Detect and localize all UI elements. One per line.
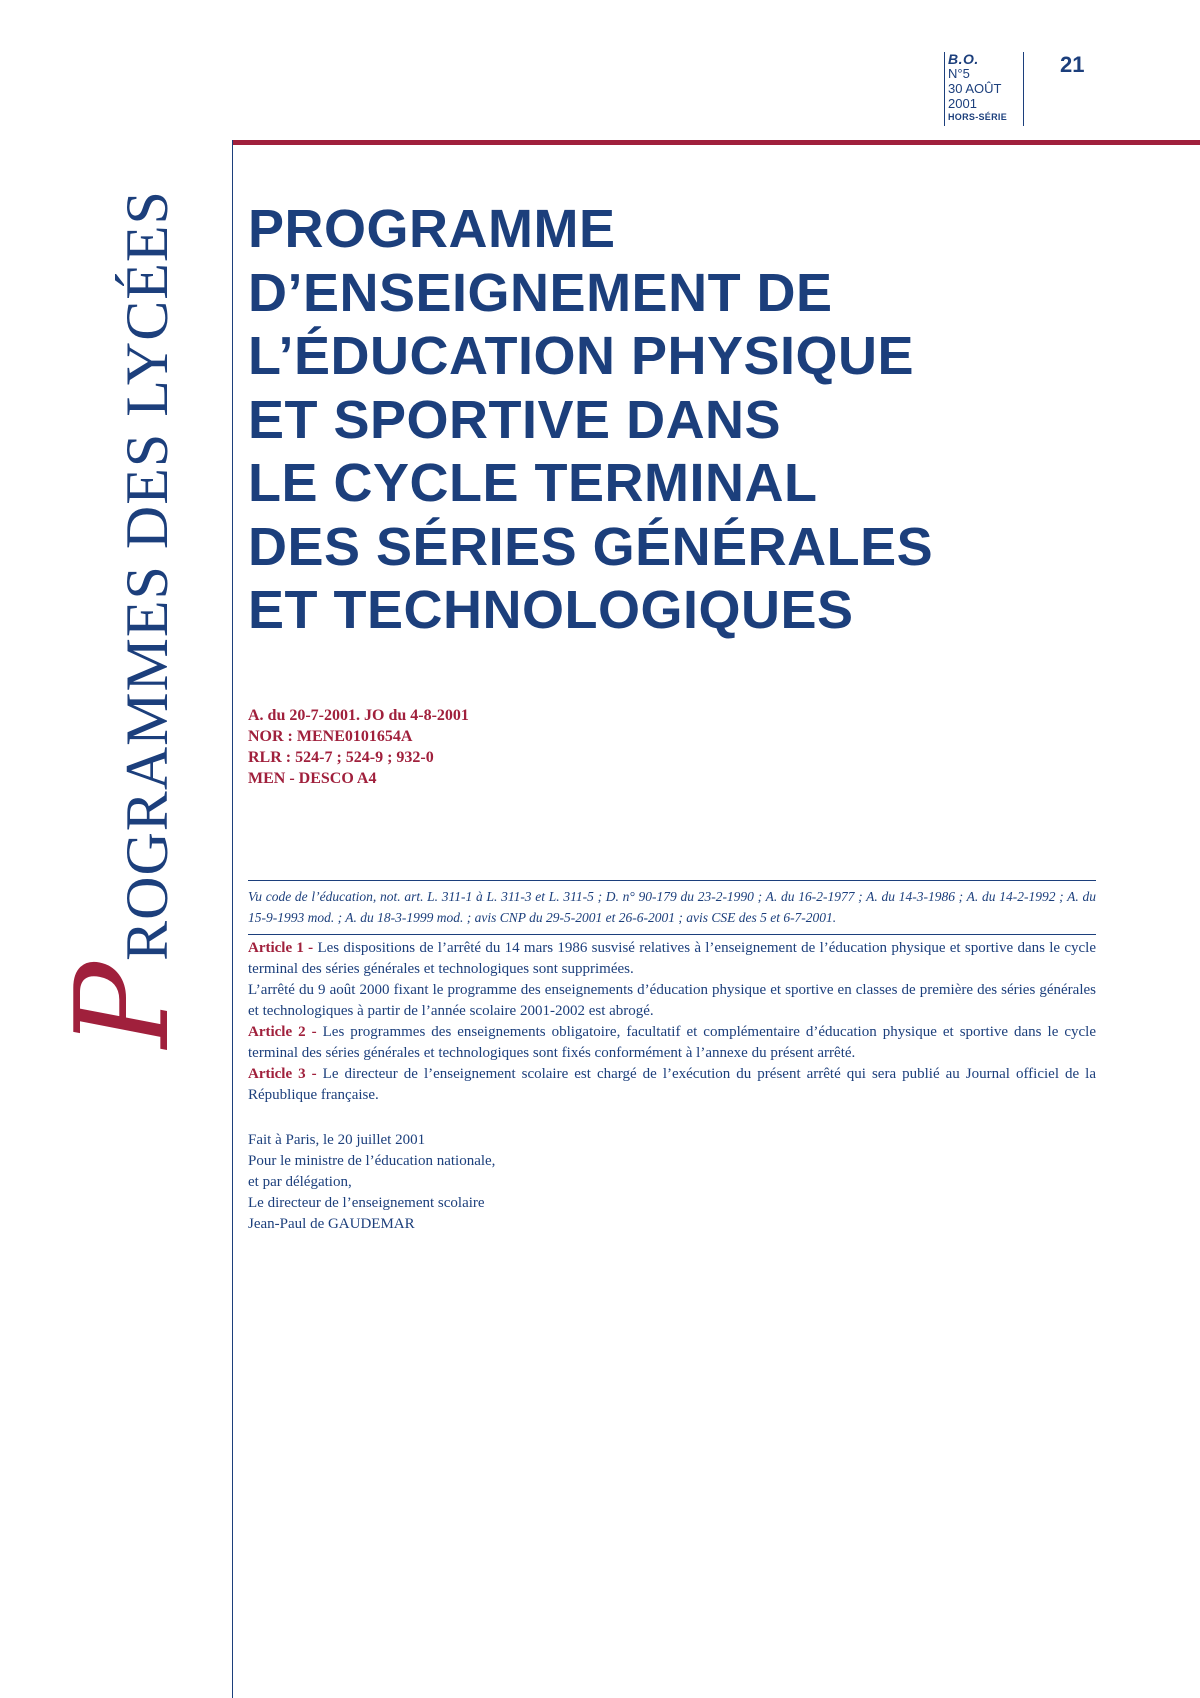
signature-place-date: Fait à Paris, le 20 juillet 2001 — [248, 1132, 426, 1148]
references-block — [248, 705, 469, 789]
signature-line: et par délégation, — [248, 1174, 352, 1190]
left-divider — [232, 140, 233, 1698]
legal-basis: Vu code de l’éducation, not. art. L. 311-1 à L. 311-3 et L. 311-5 ; D. n° 90-179 du 23-2-1990 ; A. du 16-2-1977 ; A. du 14-3-1986 ; A. du 14-2-1992 ; A. du 15-9-1993 mod. ; A. du 18-3-1999 mod. ; avis CNP du 29-5-2001 et 26-6-2001 ; avis CSE des 5 et 6-7-2001. — [248, 880, 1096, 935]
issue-date: 30 AOÛT — [948, 81, 1002, 96]
reference-nor: NOR : MENE0101654A — [248, 728, 413, 745]
edition-label: HORS-SÉRIE — [948, 112, 1008, 122]
signature-block — [248, 1130, 495, 1235]
title-line: ET TECHNOLOGIQUES — [248, 580, 854, 640]
article-3-text: Le directeur de l’enseignement scolaire est chargé de l’exécution du présent arrêté qui sera publié au Journal officiel de la République française. — [248, 1066, 1096, 1103]
article-2-text: Les programmes des enseignements obligatoire, facultatif et complémentaire d’éducation physique et sportive dans le cycle terminal des séries générales et technologiques sont fixés conformément à l’annexe du présent arrêté. — [248, 1024, 1096, 1061]
article-2-label: Article 2 - — [248, 1024, 317, 1040]
article-1-paragraph-2: L’arrêté du 9 août 2000 fixant le programme des enseignements d’éducation physique et sportive en classes de première des séries générales et technologiques à partir de l’année scolaire 2001-2002 est abrogé. — [248, 982, 1096, 1019]
article-1 — [248, 938, 1096, 980]
article-3-label: Article 3 - — [248, 1066, 317, 1082]
signature-line: Pour le ministre de l’éducation nationale, — [248, 1153, 496, 1169]
title-line: ET SPORTIVE DANS — [248, 389, 782, 450]
reference-service: MEN - DESCO A4 — [248, 770, 377, 787]
section-title — [49, 190, 211, 1048]
articles-block — [248, 938, 1096, 1106]
document-title — [248, 198, 1148, 643]
bo-logo: B.O. — [948, 51, 979, 67]
issue-number: N°5 — [948, 66, 970, 81]
top-divider — [232, 140, 1200, 145]
article-3 — [248, 1064, 1096, 1106]
article-1-text: Les dispositions de l’arrêté du 14 mars 1986 susvisé relatives à l’enseignement de l’éducation physique et sportive dans le cycle terminal des séries générales et technologiques sont supprimées. — [248, 940, 1096, 977]
title-line: L’ÉDUCATION PHYSIQUE — [248, 326, 915, 386]
article-2 — [248, 1022, 1096, 1064]
section-title-initial: P — [49, 960, 198, 1048]
reference-arrete: A. du 20-7-2001. JO du 4-8-2001 — [248, 707, 469, 724]
section-title-rest: ROGRAMMES DES LYCÉES — [114, 190, 180, 961]
title-line: PROGRAMME — [248, 199, 616, 259]
issue-year: 2001 — [948, 96, 977, 111]
signature-line: Le directeur de l’enseignement scolaire — [248, 1195, 485, 1211]
page-number: 21 — [1060, 52, 1085, 77]
reference-rlr: RLR : 524-7 ; 524-9 ; 932-0 — [248, 749, 434, 766]
title-line: DES SÉRIES GÉNÉRALES — [248, 516, 934, 577]
title-line: LE CYCLE TERMINAL — [248, 453, 818, 513]
publication-info — [944, 52, 1024, 126]
article-1-label: Article 1 - — [248, 940, 314, 956]
signatory-name: Jean-Paul de GAUDEMAR — [248, 1216, 415, 1232]
title-line: D’ENSEIGNEMENT DE — [248, 262, 833, 323]
